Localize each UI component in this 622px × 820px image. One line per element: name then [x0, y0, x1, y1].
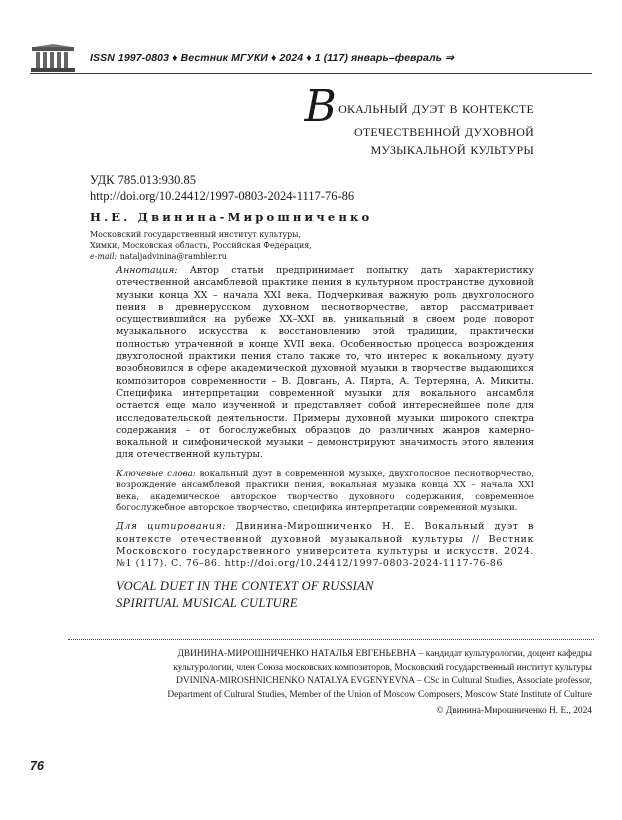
title-line-2: отечественной духовной [354, 121, 534, 140]
udk: УДК 785.013:930.85 [90, 173, 197, 187]
copyright: © Двинина-Мирошниченко Н. Е., 2024 [436, 706, 592, 716]
arrow-right-icon: ⇒ [445, 52, 454, 64]
affiliation-line-2: Химки, Московская область, Российская Федерация, [90, 241, 312, 250]
abstract-paragraph [116, 265, 534, 462]
title-initial: В [304, 81, 338, 132]
bio-ru-line-1: ДВИНИНА-МИРОШНИЧЕНКО НАТАЛЬЯ ЕВГЕНЬЕВНА – кандидат культурологии, доцент кафедры [177, 649, 592, 659]
separator-diamond-icon: ♦ [270, 52, 277, 64]
citation-label: Для цитирования: [116, 521, 227, 533]
author-bio [72, 648, 592, 702]
title-line-1-rest: окальный дуэт в контексте [338, 98, 534, 117]
english-title-line-2: SPIRITUAL MUSICAL CULTURE [116, 596, 298, 610]
affiliation-line-1: Московский государственный институт культуры, [90, 230, 301, 239]
abstract-section [116, 265, 534, 578]
article-title [304, 81, 534, 158]
bio-en-line-2: Department of Cultural Studies, Member of the Union of Moscow Composers, Moscow State Institute of Culture [167, 689, 592, 700]
keywords-text: вокальный дуэт в современной музыке, двухголосное песнотворчество, возрождение ансамблевой практики пения, вокальная музыка конца XX – начала XXI века, академическое авторское творчество духовного содержания, современное богослужебное авторское творчество, специфика интерпретации современной музыки. [116, 468, 534, 513]
affiliation [90, 229, 312, 262]
udk-doi-block [90, 172, 354, 204]
doi-link[interactable]: http://doi.org/10.24412/1997-0803-2024-1117-76-86 [90, 189, 355, 203]
english-title [116, 578, 374, 612]
keywords-paragraph [116, 469, 534, 515]
title-line-3: музыкальной культуры [370, 139, 534, 158]
dotted-divider [68, 639, 594, 640]
header-divider [30, 73, 592, 74]
columns-building-logo [30, 44, 76, 74]
year: 2024 [279, 52, 304, 64]
issue: 1 (117) январь–февраль [314, 52, 443, 64]
email-label: e-mail: [90, 252, 118, 261]
separator-diamond-icon: ♦ [306, 52, 312, 64]
email-link[interactable]: nataljadvinina@rambler.ru [119, 252, 227, 261]
separator-diamond-icon: ♦ [172, 52, 178, 64]
abstract-text: Автор статьи предпринимает попытку дать характеристику отечественной ансамблевой практике пения в культурном пространстве духовной музыки конца XX – начала XXI века. Подчеркивая важную роль двухголосного пения в древнерусском духовном песнотворчестве, автор рассматривает осуществившийся на рубеже XX–XXI вв. уникальный в своем роде поворот музыкального искусства к восстановлению этой традиции, практически полностью утраченной в конце XVII века. Особенностью процесса возрождения двухголосной практики пения стало также то, что интерес к вокальному дуэту возобновился в сфере академической духовной музыки в творчестве выдающихся композиторов современности – В. Довгань, А. Пярта, А. Тертеряна, А. Микиты. Специфика интерпретации современной музыки для вокального ансамбля остается еще мало изученной и представляет собой интереснейшее поле для исследовательской деятельности. Примеры духовной музыки широкого спектра содержания – от богослужебных образцов до различных жанров камерно-вокальной и симфонической музыки – демонстрируют значимость этого явления для отечественной культуры. [116, 265, 535, 461]
author-name: Н.Е. Двинина-Мирошниченко [90, 210, 373, 224]
page-number: 76 [30, 759, 44, 773]
bio-ru-line-2: культурологии, член Союза московских композиторов, Московский государственный институт культуры [173, 662, 592, 673]
english-title-line-1: VOCAL DUET IN THE CONTEXT OF RUSSIAN [116, 579, 374, 593]
citation-paragraph [116, 521, 534, 570]
issn: ISSN 1997-0803 [90, 52, 170, 64]
journal-header [90, 52, 454, 64]
email-line [90, 251, 312, 262]
keywords-label: Ключевые слова: [116, 468, 196, 479]
bio-en-line-1: DVININA-MIROSHNICHENKO NATALYA EVGENYEVNA – CSc in Cultural Studies, Associate professor, [176, 676, 592, 686]
abstract-label: Аннотация: [116, 265, 178, 276]
journal-name: Вестник МГУКИ [180, 52, 268, 64]
citation-text: Двинина-Мирошниченко Н. Е. Вокальный дуэт в контексте отечественной духовной музыкальной культуры // Вестник Московского государственного университета культуры и искусств. 2024. №1 (117). С. 76–86. http://doi.org/10.24412/1997-0803-2024-1117-76-86 [116, 521, 534, 570]
